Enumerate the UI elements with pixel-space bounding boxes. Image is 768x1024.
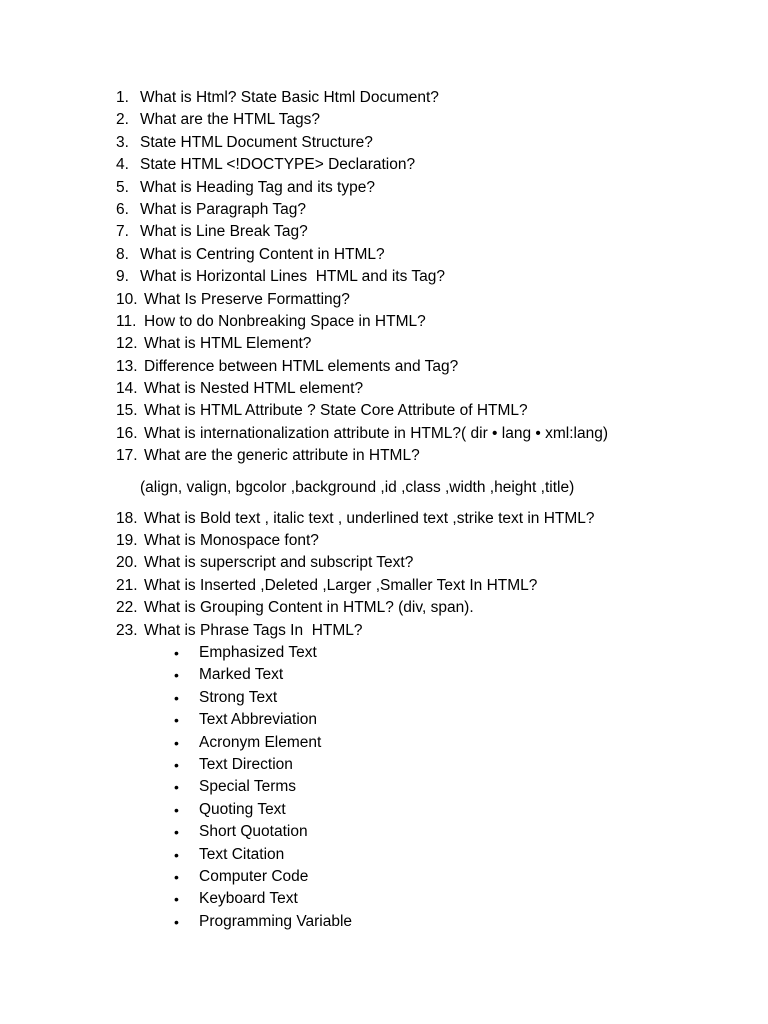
- list-item: [116, 821, 736, 843]
- list-item: [116, 732, 736, 754]
- bullet-icon: •: [174, 891, 179, 908]
- list-item: [116, 911, 736, 933]
- question-number: 10.: [116, 290, 138, 308]
- question-number: 13.: [116, 357, 138, 375]
- question-text: What is HTML Attribute ? State Core Attribute of HTML?: [144, 402, 528, 420]
- list-item: [116, 642, 736, 664]
- question-text: What is Nested HTML element?: [144, 380, 364, 398]
- question-list: [116, 87, 736, 933]
- question-item: [116, 333, 736, 355]
- list-item-text: Special Terms: [199, 778, 297, 796]
- question-text: What is internationalization attribute in HTML?( dir • lang • xml:lang): [144, 424, 608, 442]
- list-item: [116, 888, 736, 910]
- question-group-1: [116, 87, 736, 468]
- question-text: What is Heading Tag and its type?: [140, 178, 375, 196]
- list-item: [116, 709, 736, 731]
- list-item-text: Text Abbreviation: [199, 711, 318, 729]
- question-item: [116, 423, 736, 445]
- list-item-text: Programming Variable: [199, 912, 353, 930]
- question-number: 23.: [116, 621, 138, 639]
- bullet-icon: •: [174, 913, 179, 930]
- question-item: [116, 620, 736, 642]
- question-number: 9.: [116, 268, 129, 286]
- bullet-icon: •: [174, 846, 179, 863]
- question-item: [116, 508, 736, 530]
- question-text: What is Paragraph Tag?: [140, 200, 307, 218]
- list-item-text: Keyboard Text: [199, 890, 298, 908]
- list-item-text: Marked Text: [199, 666, 284, 684]
- question-item: [116, 109, 736, 131]
- question-item: [116, 289, 736, 311]
- question-number: 1.: [116, 89, 129, 106]
- list-item-text: Strong Text: [199, 688, 278, 706]
- question-number: 12.: [116, 335, 138, 353]
- question-number: 4.: [116, 156, 129, 174]
- question-number: 8.: [116, 245, 129, 263]
- question-text: State HTML Document Structure?: [140, 133, 373, 151]
- list-item-text: Text Citation: [199, 845, 285, 863]
- question-item: [116, 221, 736, 243]
- question-item: [116, 132, 736, 154]
- question-text: What is Html? State Basic Html Document?: [140, 89, 439, 106]
- list-item-text: Acronym Element: [199, 733, 322, 751]
- question-number: 17.: [116, 447, 138, 465]
- question-number: 6.: [116, 200, 129, 218]
- bullet-icon: •: [174, 667, 179, 684]
- question-item: [116, 177, 736, 199]
- question-item: [116, 378, 736, 400]
- list-item-text: Emphasized Text: [199, 643, 317, 661]
- question-group-2: [116, 508, 736, 642]
- question-number: 2.: [116, 111, 129, 129]
- question-text: What is Centring Content in HTML?: [140, 245, 385, 263]
- question-text: What is HTML Element?: [144, 335, 312, 353]
- list-item-text: Quoting Text: [199, 800, 286, 818]
- question-text: State HTML <!DOCTYPE> Declaration?: [140, 156, 416, 174]
- question-text: What is Line Break Tag?: [140, 223, 308, 241]
- question-text: What is Horizontal Lines HTML and its Tag?: [140, 268, 445, 286]
- question-number: 21.: [116, 576, 138, 594]
- list-item: [116, 687, 736, 709]
- question-text: What are the HTML Tags?: [140, 111, 321, 129]
- question-text: What is Phrase Tags In HTML?: [144, 621, 363, 639]
- list-item-text: Computer Code: [199, 867, 309, 885]
- list-item: [116, 844, 736, 866]
- phrase-tags-list: [116, 642, 736, 933]
- question-text: What are the generic attribute in HTML?: [144, 447, 420, 465]
- question-item: [116, 356, 736, 378]
- question-item: [116, 400, 736, 422]
- list-item: [116, 754, 736, 776]
- question-number: 15.: [116, 402, 138, 420]
- question-item: [116, 266, 736, 288]
- question-number: 5.: [116, 178, 129, 196]
- bullet-icon: •: [174, 689, 179, 706]
- question-text: What Is Preserve Formatting?: [144, 290, 350, 308]
- list-item: [116, 799, 736, 821]
- question-item: [116, 445, 736, 467]
- list-item: [116, 866, 736, 888]
- question-number: 14.: [116, 380, 138, 398]
- question-number: 11.: [116, 312, 137, 330]
- bullet-icon: •: [174, 712, 179, 729]
- question-text: What is superscript and subscript Text?: [144, 554, 414, 572]
- question-number: 7.: [116, 223, 129, 241]
- list-item: [116, 664, 736, 686]
- question-text: Difference between HTML elements and Tag?: [144, 357, 459, 375]
- list-item-text: Short Quotation: [199, 823, 308, 841]
- question-text: What is Monospace font?: [144, 532, 319, 550]
- question-item: [116, 311, 736, 333]
- question-text: What is Inserted ,Deleted ,Larger ,Smaller Text In HTML?: [144, 576, 538, 594]
- list-item: [116, 776, 736, 798]
- question-item: [116, 87, 736, 109]
- question-number: 18.: [116, 509, 138, 527]
- question-item: [116, 575, 736, 597]
- list-item-text: Text Direction: [199, 755, 293, 773]
- question-item: [116, 199, 736, 221]
- question-item: [116, 244, 736, 266]
- question-text: How to do Nonbreaking Space in HTML?: [144, 312, 426, 330]
- question-text: What is Bold text , italic text , underlined text ,strike text in HTML?: [144, 509, 595, 527]
- bullet-icon: •: [174, 824, 179, 841]
- bullet-icon: •: [174, 734, 179, 751]
- question-item: [116, 154, 736, 176]
- bullet-icon: •: [174, 868, 179, 885]
- question-number: 20.: [116, 554, 138, 572]
- question-text: What is Grouping Content in HTML? (div, span).: [144, 599, 474, 617]
- question-number: 22.: [116, 599, 138, 617]
- bullet-icon: •: [174, 801, 179, 818]
- bullet-icon: •: [174, 756, 179, 773]
- bullet-icon: •: [174, 779, 179, 796]
- bullet-icon: •: [174, 644, 179, 661]
- question-item: [116, 530, 736, 552]
- question-item: [116, 552, 736, 574]
- question-item: [116, 597, 736, 619]
- question-number: 16.: [116, 424, 138, 442]
- generic-attributes-note: (align, valign, bgcolor ,background ,id ,class ,width ,height ,title): [140, 478, 575, 496]
- question-number: 3.: [116, 133, 129, 151]
- question-number: 19.: [116, 532, 138, 550]
